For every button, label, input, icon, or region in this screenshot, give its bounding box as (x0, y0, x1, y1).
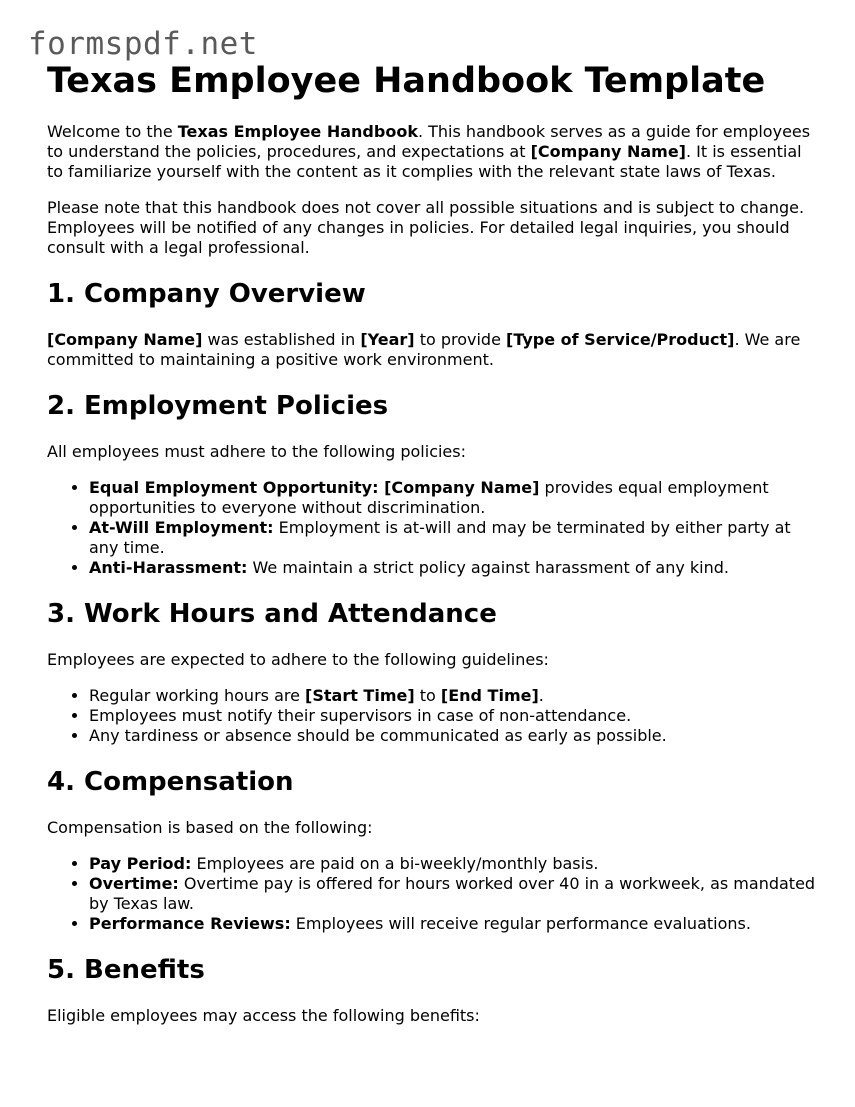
work-hours-list (47, 686, 817, 746)
company-overview-paragraph (47, 330, 817, 370)
document-title: Texas Employee Handbook Template (47, 61, 766, 101)
compensation-list (47, 854, 817, 934)
list-item: • Any tardiness or absence should be communicated as early as possible. (89, 726, 817, 746)
hours-text-1: Regular working hours are (89, 686, 306, 705)
intro-bold-handbook: Texas Employee Handbook (177, 122, 418, 141)
list-item (89, 558, 817, 578)
policy-label-anti-harassment: Anti-Harassment: (89, 558, 248, 577)
employment-policies-intro: All employees must adhere to the following policies: (47, 442, 466, 461)
policy-text-anti-harassment: We maintain a strict policy against harassment of any kind. (247, 558, 730, 577)
overview-bold-company-name: [Company Name] (47, 330, 203, 349)
hours-bold-end-time: [End Time] (440, 686, 539, 705)
list-item: • Employees must notify their supervisors in case of non-attendance. (89, 706, 817, 726)
list-item (89, 478, 817, 518)
section-heading-company-overview: 1. Company Overview (47, 279, 366, 309)
intro-bold-company-name: [Company Name] (530, 142, 686, 161)
section-heading-benefits: 5. Benefits (47, 955, 205, 985)
comp-label-pay-period: Pay Period: (89, 854, 192, 873)
comp-text-overtime: Overtime pay is offered for hours worked over 40 in a workweek, as mandated by Texas law. (89, 874, 816, 913)
hours-bold-start-time: [Start Time] (305, 686, 415, 705)
document-page (47, 60, 817, 1042)
comp-label-performance-reviews: Performance Reviews: (89, 914, 291, 933)
intro-text-2: . This handbook serves as a guide for employees to understand the policies, procedures, and expectations at (47, 122, 811, 161)
list-item (89, 686, 817, 706)
intro-paragraph-1 (47, 122, 817, 182)
comp-text-performance-reviews: Employees will receive regular performance evaluations. (290, 914, 751, 933)
section-heading-compensation: 4. Compensation (47, 767, 294, 797)
overview-bold-service: [Type of Service/Product] (506, 330, 735, 349)
overview-text-3: . We are committed to maintaining a positive work environment. (47, 330, 801, 369)
section-heading-work-hours: 3. Work Hours and Attendance (47, 599, 497, 629)
intro-paragraph-2: Please note that this handbook does not cover all possible situations and is subject to change. Employees will be notified of any changes in policies. For detailed legal inquiries, you should consult with a legal professional. (47, 198, 805, 257)
section-heading-employment-policies: 2. Employment Policies (47, 391, 389, 421)
list-item (89, 914, 817, 934)
list-item (89, 874, 817, 914)
comp-label-overtime: Overtime: (89, 874, 179, 893)
comp-text-pay-period: Employees are paid on a bi-weekly/monthly basis. (191, 854, 599, 873)
watermark-text: formspdf.net (28, 26, 258, 62)
employment-policies-list (47, 478, 817, 578)
hours-text-2: to (414, 686, 441, 705)
list-item (89, 854, 817, 874)
list-item (89, 518, 817, 558)
work-hours-intro: Employees are expected to adhere to the following guidelines: (47, 650, 549, 669)
policy-label-at-will: At-Will Employment: (89, 518, 274, 537)
overview-bold-year: [Year] (360, 330, 415, 349)
intro-text-3: . It is essential to familiarize yourself with the content as it complies with the relevant state laws of Texas. (47, 142, 802, 181)
compensation-intro: Compensation is based on the following: (47, 818, 373, 837)
hours-text-3: . (538, 686, 544, 705)
overview-text-2: to provide (414, 330, 507, 349)
intro-text-1: Welcome to the (47, 122, 178, 141)
overview-text-1: was established in (202, 330, 361, 349)
benefits-intro: Eligible employees may access the following benefits: (47, 1006, 480, 1025)
policy-text-at-will: Employment is at-will and may be terminated by either party at any time. (89, 518, 791, 557)
policy-label-equal-employment: Equal Employment Opportunity: [Company Name] (89, 478, 540, 497)
policy-text-equal-employment: provides equal employment opportunities to everyone without discrimination. (89, 478, 769, 517)
